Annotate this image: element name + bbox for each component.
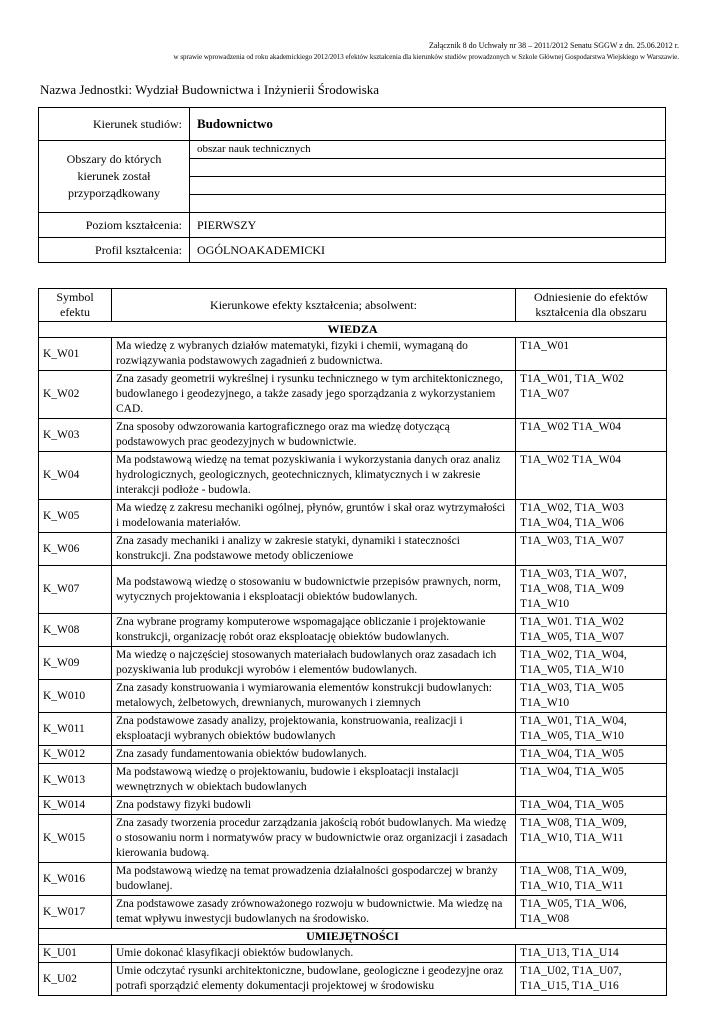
effect-text: Ma podstawową wiedzę o projektowaniu, budowie i eksploatacji instalacji wewnętrznych w obiektach budowlanych (112, 764, 516, 797)
effect-symbol: K_W08 (39, 614, 112, 647)
effect-symbol: K_W013 (39, 764, 112, 797)
level-value: PIERWSZY (190, 213, 666, 238)
effect-row (39, 746, 667, 764)
effect-relation: T1A_W08, T1A_W09, T1A_W10, T1A_W11 (516, 863, 667, 896)
effect-relation: T1A_W03, T1A_W07, T1A_W08, T1A_W09 T1A_W10 (516, 566, 667, 614)
effect-row (39, 815, 667, 863)
effect-row (39, 500, 667, 533)
effect-relation: T1A_W04, T1A_W05 (516, 764, 667, 797)
effect-relation: T1A_W03, T1A_W07 (516, 533, 667, 566)
effect-text: Ma wiedzę z zakresu mechaniki ogólnej, płynów, gruntów i skał oraz wytrzymałości i modelowania materiałów. (112, 500, 516, 533)
effect-row (39, 647, 667, 680)
effect-symbol: K_W016 (39, 863, 112, 896)
area-line (190, 195, 665, 212)
effect-row (39, 680, 667, 713)
effect-symbol: K_U02 (39, 963, 112, 996)
col-effect-header: Kierunkowe efekty kształcenia; absolwent: (112, 289, 516, 322)
effect-text: Zna zasady fundamentowania obiektów budowlanych. (112, 746, 516, 764)
effect-text: Zna podstawowe zasady analizy, projektowania, konstruowania, realizacji i eksploatacji wybranych obiektów budowlanych (112, 713, 516, 746)
effect-relation: T1A_W04, T1A_W05 (516, 746, 667, 764)
effect-row (39, 797, 667, 815)
effect-symbol: K_W01 (39, 338, 112, 371)
profile-row (39, 238, 666, 263)
section-title: WIEDZA (39, 322, 667, 338)
effect-relation: T1A_U02, T1A_U07, T1A_U15, T1A_U16 (516, 963, 667, 996)
direction-row (39, 108, 666, 141)
effect-relation: T1A_W02, T1A_W03 T1A_W04, T1A_W06 (516, 500, 667, 533)
effect-symbol: K_W03 (39, 419, 112, 452)
effect-relation: T1A_U13, T1A_U14 (516, 945, 667, 963)
effect-row (39, 371, 667, 419)
effect-text: Zna podstawy fizyki budowli (112, 797, 516, 815)
effect-symbol: K_W017 (39, 896, 112, 929)
effect-symbol: K_W04 (39, 452, 112, 500)
effect-row (39, 764, 667, 797)
effects-header-row (39, 289, 667, 322)
effect-relation: T1A_W05, T1A_W06, T1A_W08 (516, 896, 667, 929)
direction-value: Budownictwo (190, 108, 666, 141)
effect-text: Ma podstawową wiedzę o stosowaniu w budownictwie przepisów prawnych, norm, wytycznych projektowania i eksploatacji obiektów budowlanych. (112, 566, 516, 614)
effect-text: Umie dokonać klasyfikacji obiektów budowlanych. (112, 945, 516, 963)
effect-row (39, 963, 667, 996)
effect-text: Zna zasady mechaniki i analizy w zakresie statyki, dynamiki i stateczności konstrukcji. Zna podstawowe metody obliczeniowe (112, 533, 516, 566)
effect-relation: T1A_W01. T1A_W02 T1A_W05, T1A_W07 (516, 614, 667, 647)
effect-text: Zna zasady geometrii wykreślnej i rysunku technicznego w tym architektonicznego, budowlanego i geodezyjnego, a także zasady jego sporządzania z wykorzystaniem CAD. (112, 371, 516, 419)
effect-text: Ma wiedzę o najczęściej stosowanych materiałach budowlanych oraz zasadach ich pozyskiwania lub produkcji wyrobów i elementów budowlanych. (112, 647, 516, 680)
effect-relation: T1A_W02 T1A_W04 (516, 452, 667, 500)
effect-symbol: K_W014 (39, 797, 112, 815)
effect-text: Zna podstawowe zasady zrównoważonego rozwoju w budownictwie. Ma wiedzę na temat wpływu inwestycji budowlanych na środowisko. (112, 896, 516, 929)
effect-symbol: K_W02 (39, 371, 112, 419)
effect-text: Ma podstawową wiedzę na temat pozyskiwania i wykorzystania danych oraz analiz hydrologicznych, geologicznych, geotechnicznych, klimatycznych i w zakresie interakcji podłoże - budowla. (112, 452, 516, 500)
effect-text: Zna wybrane programy komputerowe wspomagające obliczanie i projektowanie konstrukcji, organizację robót oraz eksploatację obiektów budowlanych. (112, 614, 516, 647)
effect-relation: T1A_W03, T1A_W05 T1A_W10 (516, 680, 667, 713)
direction-label: Kierunek studiów: (39, 108, 190, 141)
effects-table (38, 288, 667, 996)
area-line (190, 159, 665, 177)
effect-text: Umie odczytać rysunki architektoniczne, budowlane, geologiczne i geodezyjne oraz potrafi sporządzić elementy dokumentacji projektowej w środowisku (112, 963, 516, 996)
profile-label: Profil kształcenia: (39, 238, 190, 263)
program-info-table (38, 107, 666, 263)
effect-row (39, 533, 667, 566)
effect-text: Ma wiedzę z wybranych działów matematyki, fizyki i chemii, wymaganą do rozwiązywania podstawowych zagadnień z budownictwa. (112, 338, 516, 371)
areas-label: Obszary do których kierunek został przyporządkowany (39, 141, 190, 213)
section-row (39, 322, 667, 338)
effect-row (39, 452, 667, 500)
effect-row (39, 566, 667, 614)
effect-symbol: K_W05 (39, 500, 112, 533)
effect-symbol: K_W06 (39, 533, 112, 566)
effect-relation: T1A_W01 (516, 338, 667, 371)
effect-symbol: K_W011 (39, 713, 112, 746)
effect-text: Ma podstawową wiedzę na temat prowadzenia działalności gospodarczej w branży budowlanej. (112, 863, 516, 896)
effect-text: Zna zasady tworzenia procedur zarządzania jakością robót budowlanych. Ma wiedzę o stosowaniu norm i normatywów pracy w budownictwie oraz organizacji i zasadach kierowania budową. (112, 815, 516, 863)
col-relation-header: Odniesienie do efektów kształcenia dla obszaru (516, 289, 667, 322)
effect-row (39, 945, 667, 963)
annex-note: Załącznik 8 do Uchwały nr 38 – 2011/2012 Senatu SGGW z dn. 25.06.2012 r. (429, 41, 679, 50)
effect-row (39, 614, 667, 647)
level-row (39, 213, 666, 238)
effect-symbol: K_W09 (39, 647, 112, 680)
effect-symbol: K_W07 (39, 566, 112, 614)
areas-row (39, 141, 666, 213)
profile-value: OGÓLNOAKADEMICKI (190, 238, 666, 263)
annex-note-detail: w sprawie wprowadzenia od roku akademickiego 2012/2013 efektów kształcenia dla kierunków studiów prowadzonych w Szkole Głównej Gospodarstwa Wiejskiego w Warszawie. (173, 53, 679, 61)
effect-text: Zna zasady konstruowania i wymiarowania elementów konstrukcji budowlanych: metalowych, żelbetowych, drewnianych, murowanych i ziemnych (112, 680, 516, 713)
areas-list (190, 141, 666, 213)
effect-symbol: K_W012 (39, 746, 112, 764)
area-line (190, 177, 665, 195)
effect-symbol: K_U01 (39, 945, 112, 963)
effect-symbol: K_W010 (39, 680, 112, 713)
effect-relation: T1A_W01, T1A_W04, T1A_W05, T1A_W10 (516, 713, 667, 746)
unit-name: Nazwa Jednostki: Wydział Budownictwa i Inżynierii Środowiska (40, 82, 380, 97)
effect-row (39, 713, 667, 746)
effect-row (39, 419, 667, 452)
effect-relation: T1A_W04, T1A_W05 (516, 797, 667, 815)
effect-relation: T1A_W01, T1A_W02 T1A_W07 (516, 371, 667, 419)
section-row (39, 929, 667, 945)
area-line: obszar nauk technicznych (190, 141, 665, 159)
section-title: UMIEJĘTNOŚCI (39, 929, 667, 945)
effect-relation: T1A_W02, T1A_W04, T1A_W05, T1A_W10 (516, 647, 667, 680)
col-symbol-header: Symbol efektu (39, 289, 112, 322)
effect-row (39, 896, 667, 929)
effect-row (39, 863, 667, 896)
effect-text: Zna sposoby odwzorowania kartograficznego oraz ma wiedzę dotyczącą podstawowych prac geodezyjnych w budownictwie. (112, 419, 516, 452)
effect-relation: T1A_W08, T1A_W09, T1A_W10, T1A_W11 (516, 815, 667, 863)
effect-relation: T1A_W02 T1A_W04 (516, 419, 667, 452)
effect-row (39, 338, 667, 371)
level-label: Poziom kształcenia: (39, 213, 190, 238)
effect-symbol: K_W015 (39, 815, 112, 863)
